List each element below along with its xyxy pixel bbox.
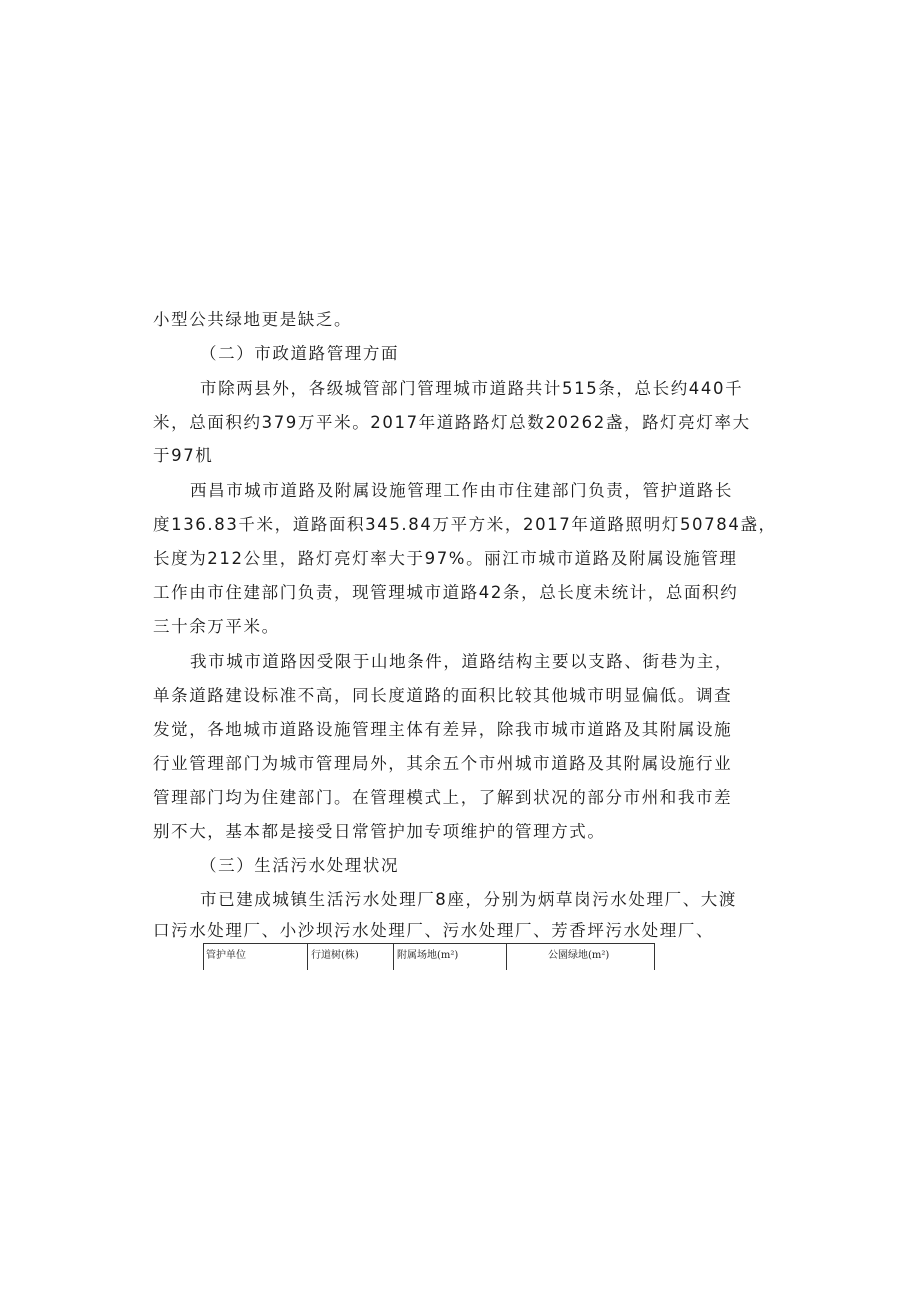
paragraph-line: 发觉，各地城市道路设施管理主体有差异，除我市城市道路及其附属设施 — [153, 720, 733, 739]
paragraph-line: 我市城市道路因受限于山地条件，道路结构主要以支路、街巷为主， — [190, 652, 733, 671]
paragraph-line: 口污水处理厂、小沙坝污水处理厂、污水处理厂、芳香坪污水处理厂、 — [153, 921, 715, 940]
paragraph-line: 三十余万平米。 — [153, 617, 280, 636]
table-divider — [506, 944, 507, 970]
paragraph-line: 单条道路建设标准不高，同长度道路的面积比较其他城市明显偏低。调查 — [153, 686, 733, 705]
table-header-cell: 管护单位 — [206, 950, 246, 961]
paragraph-line: 管理部门均为住建部门。在管理模式上，了解到状况的部分市州和我市差 — [153, 788, 733, 807]
table-divider — [393, 944, 394, 970]
paragraph-line: 市已建成城镇生活污水处理厂8座，分别为炳草岗污水处理厂、大渡 — [200, 890, 737, 909]
table-divider — [307, 944, 308, 970]
table-header-cell: 行道树(株) — [311, 950, 359, 961]
section-heading: （三）生活污水处理状况 — [200, 856, 400, 875]
paragraph-line: 工作由市住建部门负责，现管理城市道路42条，总长度未统计，总面积约 — [153, 583, 739, 602]
table-header-cell: 公園绿地(m²) — [548, 950, 610, 961]
paragraph-line: 于97机 — [153, 446, 214, 465]
table-header-cell: 附属场地(m²) — [397, 950, 459, 961]
paragraph-line: 小型公共绿地更是缺乏。 — [153, 310, 353, 329]
data-table-header — [203, 943, 655, 970]
paragraph-line: 市除两县外，各级城管部门管理城市道路共计515条，总长约440千 — [200, 379, 744, 398]
paragraph-line: 行业管理部门为城市管理局外，其余五个市州城市道路及其附属设施行业 — [153, 754, 733, 773]
paragraph-line: 度136.83千米，道路面积345.84万平方米，2017年道路照明灯50784盏， — [153, 515, 777, 534]
section-heading: （二）市政道路管理方面 — [200, 344, 400, 363]
paragraph-line: 长度为212公里，路灯亮灯率大于97%。丽江市城市道路及附属设施管理 — [153, 549, 738, 568]
paragraph-line: 米，总面积约379万平米。2017年道路路灯总数20262盏，路灯亮灯率大 — [153, 413, 751, 432]
paragraph-line: 别不大，基本都是接受日常管护加专项维护的管理方式。 — [153, 822, 606, 841]
paragraph-line: 西昌市城市道路及附属设施管理工作由市住建部门负责，管护道路长 — [190, 481, 733, 500]
